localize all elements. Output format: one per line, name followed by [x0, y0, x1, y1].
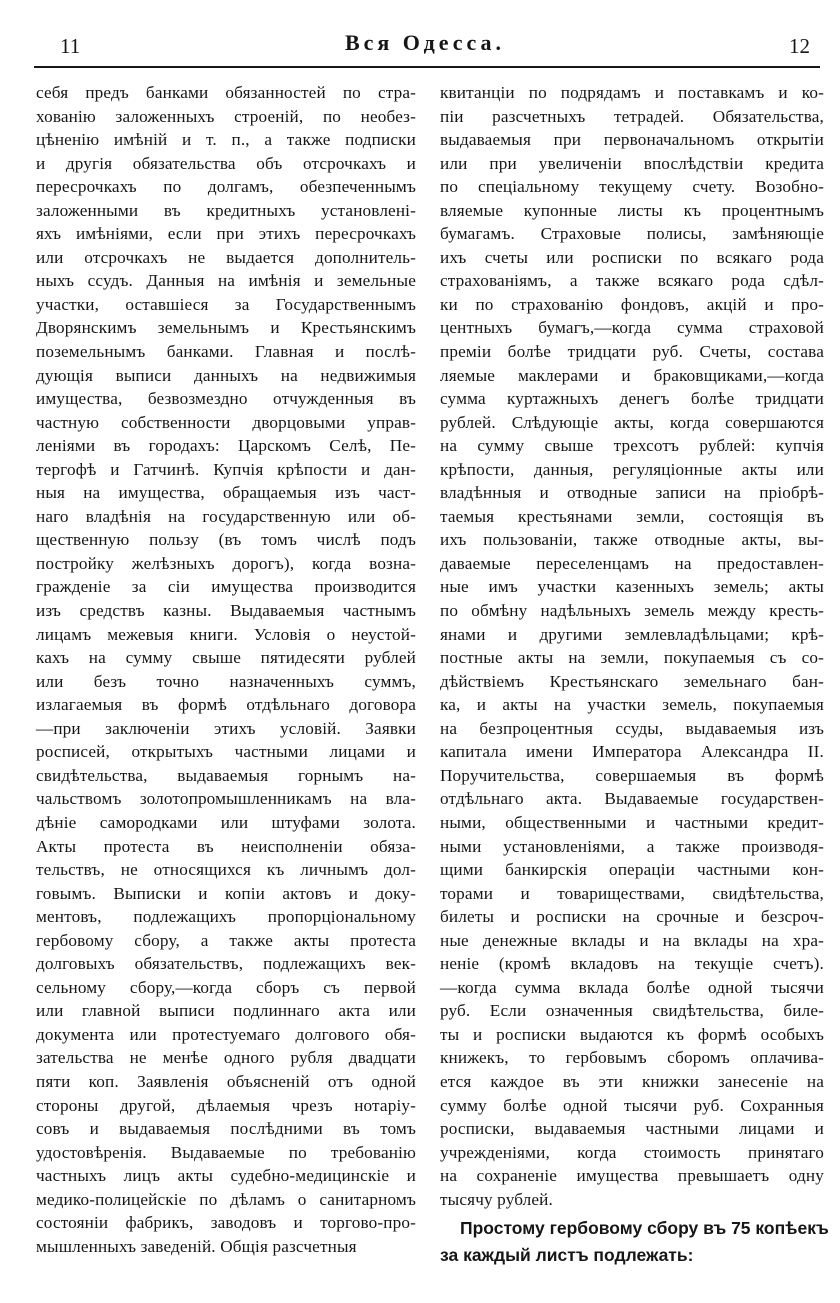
- text-line: рублей. Слѣдующіе акты, когда совершаются: [440, 412, 824, 432]
- text-line: капитала имени Императора Александра II.: [440, 742, 824, 762]
- text-line: росписки, выдаваемыя частными лицами и: [440, 1119, 824, 1139]
- text-line: ными установленіями, а также производя-: [440, 836, 824, 856]
- text-line: билеты и росписки на срочные и безсроч-: [440, 907, 824, 927]
- text-line: щими банкирскія операціи частными кон-: [440, 860, 824, 880]
- text-line: яхъ имѣніями, если при этихъ пересрочкахъ: [36, 224, 416, 244]
- text-line: гербовому сбору, а также акты протеста: [36, 930, 416, 950]
- heading-line: за каждый листъ подлежать:: [440, 1245, 694, 1265]
- text-line: сельному сбору,—когда сборъ съ первой: [36, 977, 416, 997]
- text-line: говымъ. Выписки и копіи актовъ и доку-: [36, 883, 416, 903]
- text-line: ными, общественными и частными кредит-: [440, 812, 824, 832]
- text-line: документа или протестуемаго долгового обя-: [36, 1024, 416, 1044]
- text-line: бумагамъ. Страховые полисы, замѣняющіе: [440, 224, 824, 244]
- text-line: крѣпости, данныя, регуляціонные акты или: [440, 459, 824, 479]
- text-line: мышленныхъ заведеній. Общія разсчетныя: [36, 1236, 357, 1256]
- text-line: тельствъ, не относящихся къ личнымъ дол-: [36, 860, 416, 880]
- text-line: заложенными въ кредитныхъ установлені-: [36, 200, 416, 220]
- text-line: наго владѣнія на государственную или об-: [36, 506, 416, 526]
- text-line: участки, оставшіеся за Государственнымъ: [36, 294, 416, 314]
- text-line: ментовъ, подлежащихъ пропорціональному: [36, 907, 416, 927]
- text-line: или безъ точно назначенныхъ суммъ,: [36, 671, 416, 691]
- text-line: пересрочкахъ по долгамъ, обезпеченнымъ: [36, 177, 416, 197]
- text-line: себя предъ банками обязанностей по стра-: [36, 83, 416, 102]
- page-header: [40, 30, 810, 64]
- text-line: щественную пользу (въ томъ числѣ подъ: [36, 530, 416, 550]
- text-line: Поручительства, совершаемыя въ формѣ: [440, 765, 824, 785]
- text-line: янами и другими землевладѣльцами; крѣ-: [440, 624, 824, 644]
- text-line: сумму болѣе одной тысячи руб. Сохранныя: [440, 1095, 824, 1115]
- text-line: Дворянскимъ земельнымъ и Крестьянскимъ: [36, 318, 416, 338]
- text-line: стороны другой, дѣлаемыя чрезъ нотаріу-: [36, 1095, 416, 1115]
- right-column: [440, 81, 824, 1211]
- text-line: преміи болѣе тридцати руб. Счеты, состава: [440, 342, 824, 362]
- text-line: даваемые переселенцамъ на предоставлен-: [440, 553, 824, 573]
- text-line: книжекъ, то гербовымъ сборомъ оплачива-: [440, 1048, 824, 1068]
- text-line: таемыя крестьянами земли, состоящія въ: [440, 506, 824, 526]
- text-line: и другія обязательства объ отсрочкахъ и: [36, 153, 416, 173]
- text-line: ихъ пользованіи, также отводные акты, вы-: [440, 530, 824, 550]
- text-line: тысячу рублей.: [440, 1189, 553, 1209]
- text-line: совъ и выдаваемыя послѣдними въ томъ: [36, 1119, 416, 1139]
- text-line: центныхъ бумагъ,—когда сумма страховой: [440, 318, 824, 338]
- text-line: вляемые купонные листы къ процентнымъ: [440, 200, 824, 220]
- text-line: ты и росписки выдаются къ формѣ особыхъ: [440, 1024, 824, 1044]
- text-line: ныя на имущества, обращаемыя изъ част-: [36, 483, 416, 503]
- text-line: лицамъ межевыя книги. Условія о неустой-: [36, 624, 416, 644]
- text-line: или при увеличеніи впослѣдствіи кредита: [440, 153, 824, 173]
- text-line: леніями въ городахъ: Царскомъ Селѣ, Пе-: [36, 436, 416, 456]
- text-line: ляемые маклерами и браковщиками,—когда: [440, 365, 824, 385]
- text-line: зательства не менѣе одного рубля двадцати: [36, 1048, 416, 1068]
- text-line: гражденіе за сіи имущества производится: [36, 577, 416, 597]
- heading-line: Простому гербовому сбору въ 75 копѣекъ: [460, 1218, 829, 1238]
- text-line: имущества, безвозмездно отчужденныя въ: [36, 389, 416, 409]
- page-number-left: 11: [60, 34, 81, 58]
- text-line: росписей, открытыхъ частными лицами и: [36, 742, 416, 762]
- text-line: учрежденіями, когда стоимость принятаго: [440, 1142, 824, 1162]
- text-line: частную собственности дворцовыми управ-: [36, 412, 416, 432]
- text-line: удостовѣренія. Выдаваемые по требованію: [36, 1142, 416, 1162]
- text-line: на сумму свыше трехсотъ рублей: купчія: [440, 436, 824, 456]
- text-line: ки по страхованію фондовъ, акцій и про-: [440, 294, 824, 314]
- text-line: на безпроцентныя ссуды, выдаваемыя изъ: [440, 718, 824, 738]
- section-heading: [440, 1215, 829, 1269]
- text-line: чальствомъ золотопромышленникамъ на вла-: [36, 789, 416, 809]
- text-line: свидѣтельства, выдаваемыя горнымъ на-: [36, 765, 416, 785]
- text-line: ныхъ ссудъ. Данныя на имѣнія и земельные: [36, 271, 416, 291]
- text-line: или главной выписи подлиннаго акта или: [36, 1001, 416, 1021]
- text-line: Акты протеста въ неисполненіи обяза-: [36, 836, 416, 856]
- text-line: цѣненію имѣній и т. п., а также подписки: [36, 130, 416, 150]
- text-line: ные имъ участки казенныхъ земель; акты: [440, 577, 824, 597]
- text-line: отдѣльнаго акта. Выдаваемые государствен-: [440, 789, 824, 809]
- text-line: сумма куртажныхъ денегъ болѣе тридцати: [440, 389, 824, 409]
- text-line: пяти коп. Заявленія объясненій отъ одной: [36, 1071, 416, 1091]
- text-line: страхованіямъ, а также всякаго рода сдѣл-: [440, 271, 824, 291]
- text-line: постройку желѣзныхъ дорогъ), когда возна-: [36, 553, 416, 573]
- text-line: ется каждое въ эти книжки занесеніе на: [440, 1071, 824, 1091]
- text-line: на сохраненіе имущества превышаетъ одну: [440, 1166, 824, 1186]
- text-line: ные денежные вклады и на вклады на хра-: [440, 930, 824, 950]
- text-line: долговыхъ обязательствъ, подлежащихъ век-: [36, 954, 416, 974]
- text-line: постные акты на земли, покупаемыя съ со-: [440, 648, 824, 668]
- text-line: по обмѣну надѣльныхъ земель между кресть-: [440, 601, 824, 621]
- text-line: неніе (кромѣ вкладовъ на текущіе счетъ).: [440, 954, 824, 974]
- text-line: торами и товариществами, свидѣтельства,: [440, 883, 824, 903]
- text-line: —когда сумма вклада болѣе одной тысячи: [440, 977, 824, 997]
- text-line: изъ средствъ казны. Выдаваемыя частнымъ: [36, 601, 416, 621]
- text-line: излагаемыя въ формѣ отдѣльнаго договора: [36, 695, 416, 715]
- running-title: Вся Одесса.: [344, 30, 506, 55]
- text-line: состояніи фабрикъ, заводовъ и торгово-про-: [36, 1213, 416, 1233]
- text-line: піи разсчетныхъ тетрадей. Обязательства,: [440, 106, 824, 126]
- text-line: дѣйствіемъ Крестьянскаго земельнаго бан-: [440, 671, 824, 691]
- text-line: по спеціальному текущему счету. Возобно-: [440, 177, 824, 197]
- text-line: хованію заложенныхъ строеній, по необез-: [36, 106, 416, 126]
- text-line: выдаваемыя при первоначальномъ открытіи: [440, 130, 824, 150]
- text-line: ка, и акты на участки земель, покупаемыя: [440, 695, 824, 715]
- text-line: тергофѣ и Гатчинѣ. Купчія крѣпости и дан-: [36, 459, 416, 479]
- page-number-right: 12: [789, 34, 810, 58]
- text-line: —при заключеніи этихъ условій. Заявки: [36, 718, 416, 738]
- text-line: ихъ счеты или росписки по всякаго рода: [440, 247, 824, 267]
- text-line: частныхъ лицъ акты судебно-медицинскіе и: [36, 1166, 416, 1186]
- header-rule: [34, 66, 820, 68]
- text-line: квитанціи по подрядамъ и поставкамъ и ко-: [440, 83, 824, 102]
- text-line: владѣнныя и отводные записи на пріобрѣ-: [440, 483, 824, 503]
- left-column: [36, 81, 416, 1258]
- text-line: или отсрочкахъ не выдается дополнитель-: [36, 247, 416, 267]
- text-line: кахъ на сумму свыше пятидесяти рублей: [36, 648, 416, 668]
- text-line: дѣніе самородками или штуфами золота.: [36, 812, 416, 832]
- text-line: дующія выписи данныхъ на недвижимыя: [36, 365, 416, 385]
- text-line: медико-полицейскіе по дѣламъ о санитарномъ: [36, 1189, 416, 1209]
- text-line: поземельнымъ банками. Главная и послѣ-: [36, 342, 416, 362]
- text-line: руб. Если означенныя свидѣтельства, биле-: [440, 1001, 824, 1021]
